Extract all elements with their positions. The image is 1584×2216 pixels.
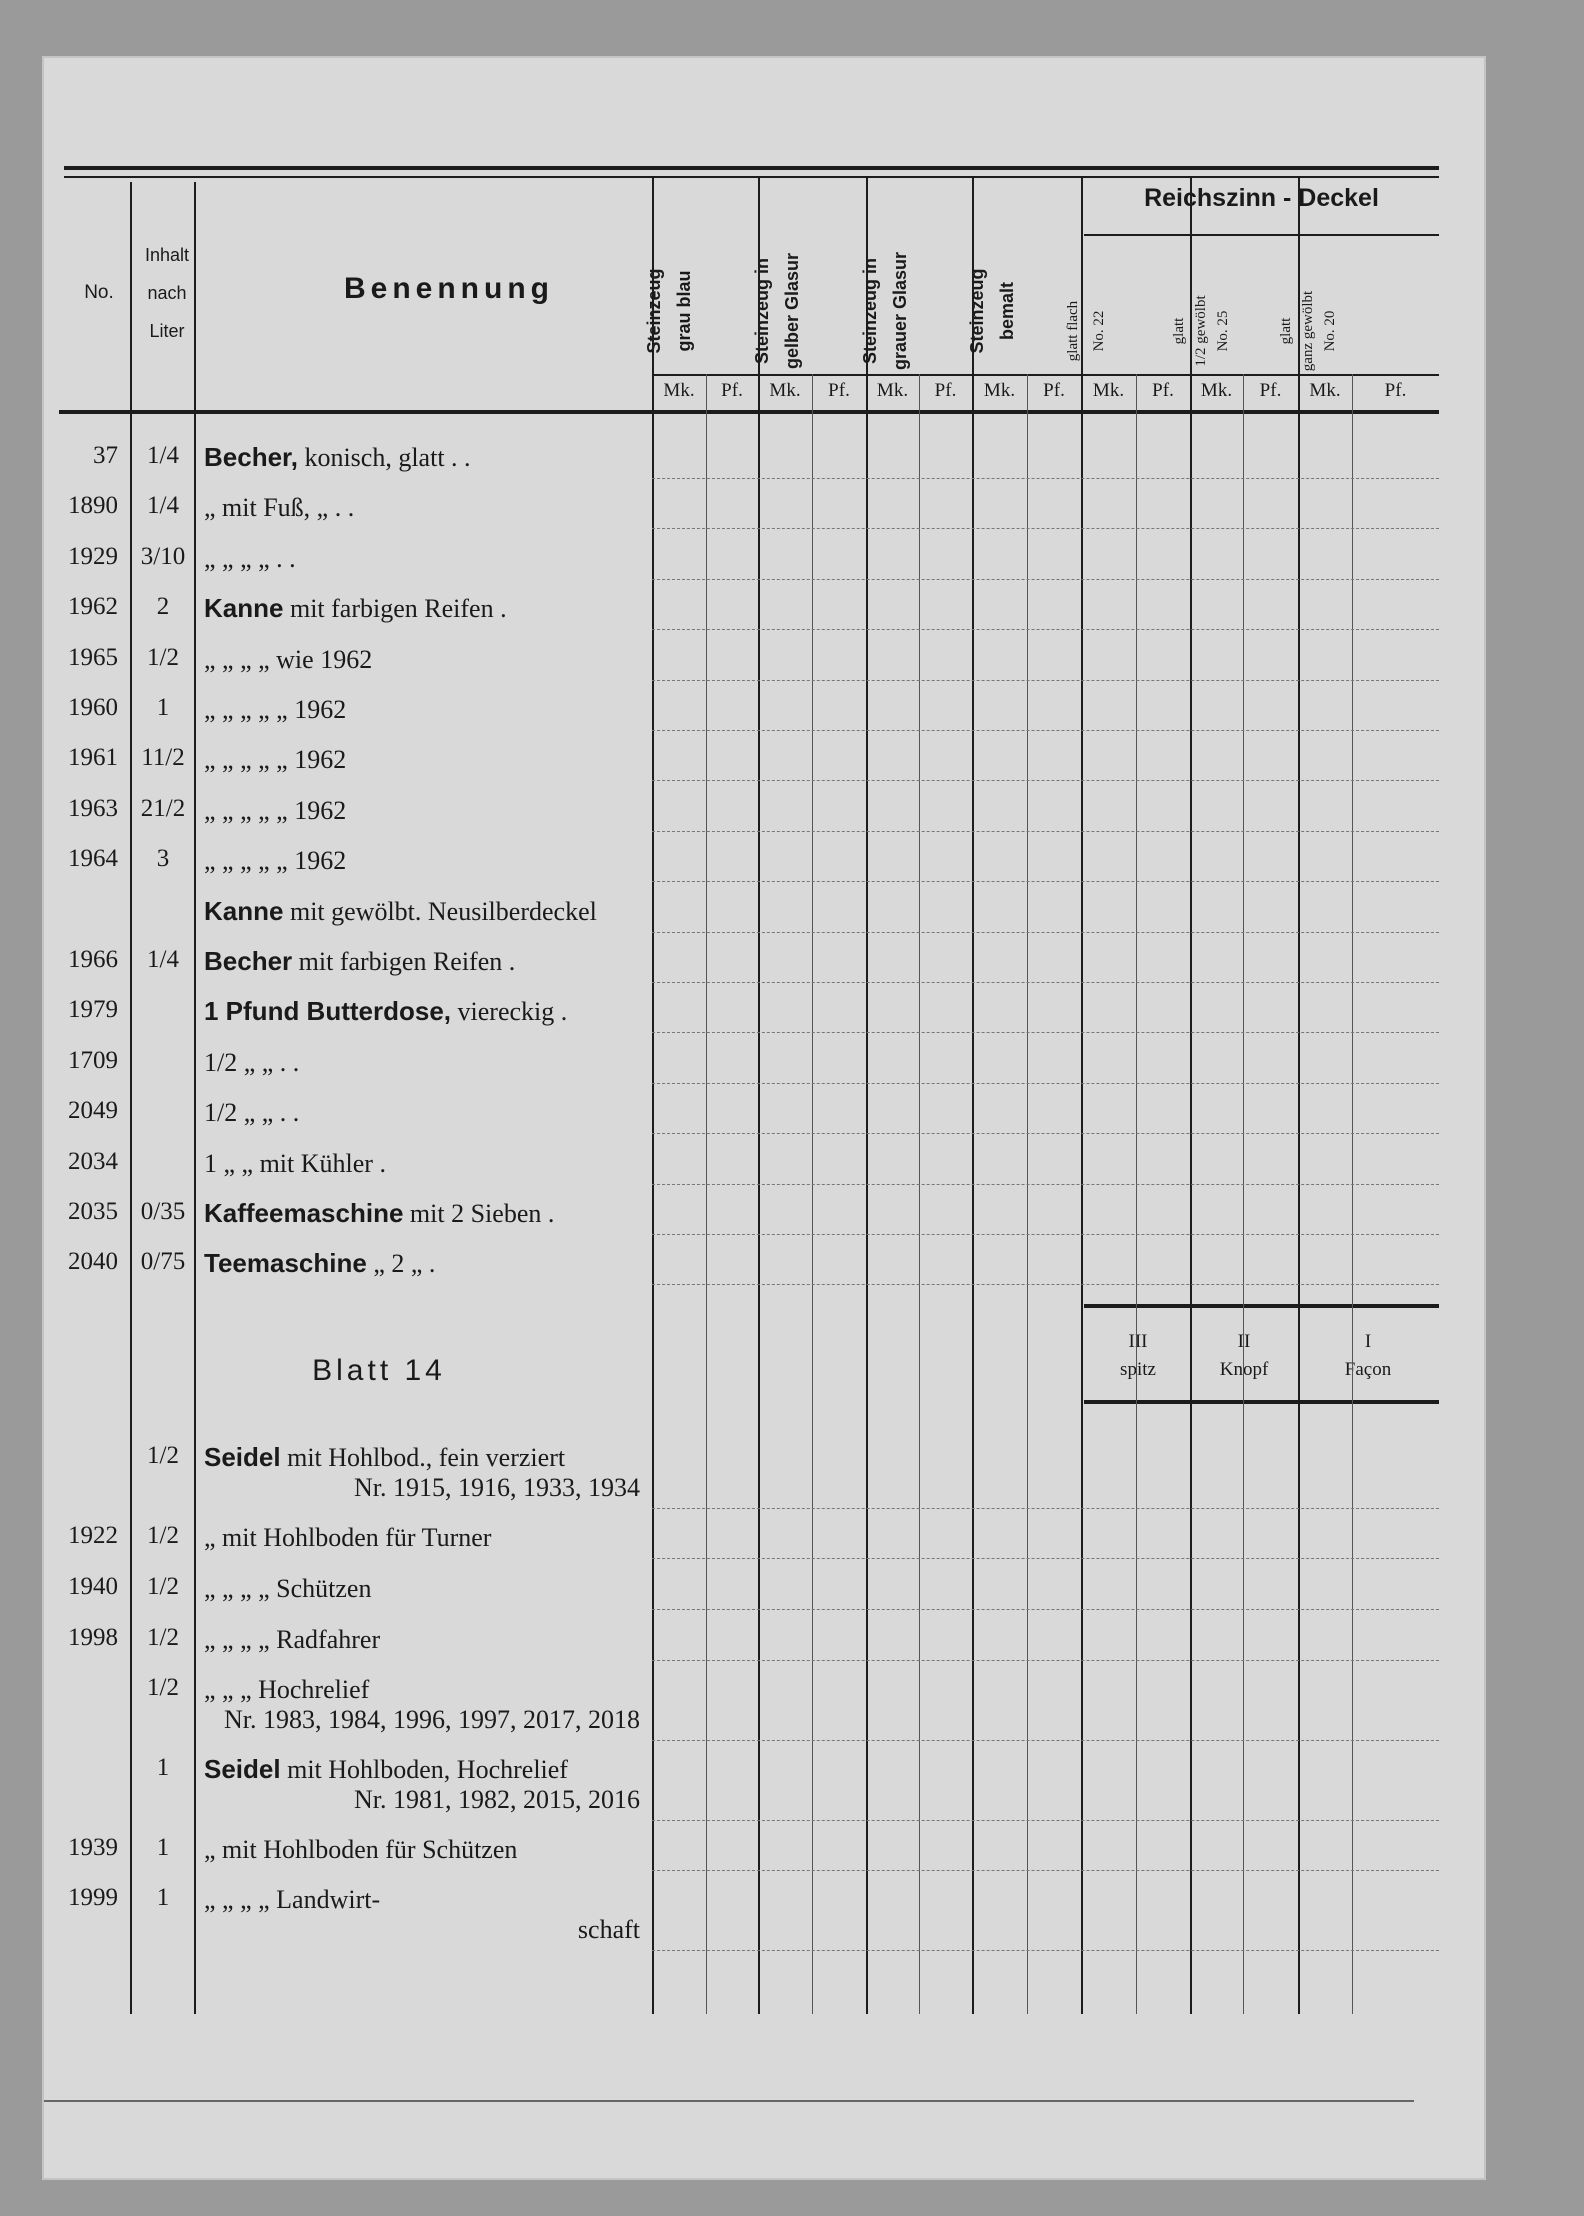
pf-label: Pf.: [1384, 380, 1407, 401]
reichszinn-rule: [1084, 234, 1439, 236]
item-inhalt: 1/2: [147, 643, 179, 671]
item-number: 2049: [68, 1097, 118, 1125]
mk-label: Mk.: [983, 380, 1016, 401]
col-steinzeug-grau-blau: Steinzeug grau blau: [644, 268, 694, 354]
row-dotted-rule: [652, 579, 1439, 580]
divider-column: [1190, 176, 1192, 2014]
item-description: 1/2 „ „ . .: [204, 1047, 300, 1077]
pf-label: Pf.: [828, 380, 850, 401]
row-dotted-rule: [652, 1820, 1439, 1821]
item-inhalt: 1/2: [147, 1624, 179, 1651]
item-name-bold: Seidel: [204, 1754, 281, 1784]
item-benennung: [204, 694, 644, 725]
row-dotted-rule: [652, 1284, 1439, 1285]
facon-top-rule: [1084, 1304, 1439, 1308]
item-benennung: [204, 1442, 640, 1503]
item-benennung: [204, 1522, 640, 1553]
row-dotted-rule: [652, 780, 1439, 781]
mk-label: Mk.: [1200, 380, 1233, 401]
row-dotted-rule: [652, 932, 1439, 933]
item-benennung: [204, 845, 644, 876]
item-inhalt: 3/10: [140, 542, 186, 570]
col-deckel-ganz-gewoelbt: glatt ganz gewölbt No. 20: [1278, 290, 1338, 372]
mk-pf-top-rule: [652, 374, 1439, 376]
item-number: 1939: [68, 1834, 118, 1861]
mk-label: Mk.: [769, 380, 801, 401]
col-deckel-glatt-flach: glatt flach No. 22: [1065, 300, 1107, 362]
row-dotted-rule: [652, 1609, 1439, 1610]
item-inhalt: 1/2: [147, 1522, 179, 1549]
item-benennung: [204, 1834, 640, 1865]
row-dotted-rule: [652, 1740, 1439, 1741]
item-description: „ „ „ „ „ 1962: [204, 695, 347, 724]
item-number: 1966: [68, 946, 118, 973]
item-inhalt: 1: [156, 694, 170, 721]
row-dotted-rule: [652, 1083, 1439, 1084]
item-inhalt: 21/2: [140, 794, 186, 822]
header-no: No.: [84, 282, 114, 303]
item-description: „ „ „ „ „ 1962: [204, 745, 347, 775]
item-inhalt: 1/4: [147, 492, 179, 520]
header-benennung: Benennung: [344, 272, 554, 305]
col-steinzeug-gelber-glasur: Steinzeug in gelber Glasur: [752, 252, 802, 370]
item-inhalt: 1/2: [147, 1442, 179, 1469]
row-dotted-rule: [652, 1870, 1439, 1871]
item-number: 1890: [68, 492, 118, 520]
item-name-bold: Becher,: [204, 442, 298, 472]
item-number: 1998: [68, 1624, 118, 1651]
item-benennung: [204, 593, 644, 624]
row-dotted-rule: [652, 831, 1439, 832]
mk-label: Mk.: [1092, 380, 1125, 401]
item-description-line2: Nr. 1915, 1916, 1933, 1934: [354, 1473, 640, 1502]
divider-column: [866, 176, 868, 2014]
pf-label: Pf.: [1043, 380, 1065, 401]
row-dotted-rule: [652, 1133, 1439, 1134]
row-dotted-rule: [652, 680, 1439, 681]
item-benennung: [204, 1754, 640, 1815]
item-inhalt: 11/2: [141, 744, 185, 772]
item-inhalt: 1: [156, 1884, 170, 1911]
item-benennung: [204, 492, 644, 523]
item-number: 2034: [68, 1147, 118, 1175]
item-number: 1979: [68, 996, 118, 1024]
facon-bottom-rule: [1084, 1400, 1439, 1404]
item-description: „ „ „ „ Schützen: [204, 1574, 372, 1603]
item-description: „ mit Hohlboden für Schützen: [204, 1835, 518, 1864]
item-number: 1965: [68, 643, 118, 671]
item-inhalt: 3: [156, 845, 170, 873]
item-number: 1961: [68, 744, 118, 772]
item-number: 1960: [68, 694, 118, 721]
row-dotted-rule: [652, 982, 1439, 983]
item-inhalt: 1: [156, 1834, 170, 1861]
divider-inhalt: [194, 182, 196, 2014]
col-deckel-halb-gewoelbt: glatt 1/2 gewölbt No. 25: [1171, 295, 1231, 367]
item-inhalt: 1/4: [147, 946, 179, 973]
item-name-bold: Kanne: [204, 895, 284, 926]
row-dotted-rule: [652, 1508, 1439, 1509]
item-description: 1/2 „ „ . .: [204, 1098, 300, 1128]
item-inhalt: 1: [156, 1754, 170, 1781]
item-description: mit farbigen Reifen .: [283, 594, 507, 624]
item-inhalt: 2: [156, 593, 170, 621]
item-number: 1922: [68, 1522, 118, 1549]
item-benennung: [204, 644, 644, 675]
divider-column: [1298, 176, 1300, 2014]
catalog-page: [44, 58, 1484, 2178]
item-inhalt: 0/75: [140, 1248, 186, 1276]
pf-label: Pf.: [721, 380, 743, 401]
item-benennung: [204, 996, 644, 1027]
item-description: mit 2 Sieben .: [403, 1199, 555, 1228]
blatt-heading: Blatt 14: [312, 1354, 446, 1387]
item-benennung: [204, 1884, 640, 1945]
col-steinzeug-bemalt: Steinzeug bemalt: [967, 268, 1017, 354]
item-inhalt: 1/2: [147, 1573, 179, 1600]
divider-mk-pf: [812, 374, 813, 2014]
mk-label: Mk.: [876, 380, 909, 401]
divider-mk-pf: [919, 374, 920, 2014]
row-dotted-rule: [652, 1660, 1439, 1661]
item-description: „ „ „ Hochrelief: [204, 1675, 370, 1704]
item-name-bold: Kanne: [204, 593, 284, 624]
item-number: 1709: [68, 1046, 118, 1074]
pf-label: Pf.: [1259, 380, 1282, 401]
item-name-bold: Seidel: [204, 1442, 281, 1472]
row-dotted-rule: [652, 881, 1439, 882]
item-benennung: [204, 795, 644, 826]
item-description: „ „ „ „ Radfahrer: [204, 1625, 381, 1654]
row-dotted-rule: [652, 1950, 1439, 1951]
item-name-bold: Becher: [204, 946, 293, 976]
item-description: mit gewölbt. Neusilberdeckel: [283, 896, 597, 926]
divider-mk-pf: [1352, 374, 1353, 2014]
divider-column: [972, 176, 974, 2014]
item-description: „ „ „ „ wie 1962: [204, 644, 373, 674]
row-dotted-rule: [652, 1558, 1439, 1559]
divider-column: [1081, 176, 1083, 2014]
item-description: konisch, glatt . .: [297, 443, 471, 472]
row-dotted-rule: [652, 1234, 1439, 1235]
top-rule-2: [64, 176, 1439, 178]
item-inhalt: 1/2: [147, 1674, 179, 1701]
item-benennung: [204, 1198, 644, 1229]
row-dotted-rule: [652, 528, 1439, 529]
item-description: „ „ „ „ . .: [204, 543, 296, 573]
item-description-line2: Nr. 1981, 1982, 2015, 2016: [354, 1785, 640, 1814]
item-name-bold: 1 Pfund Butterdose,: [204, 996, 452, 1027]
item-benennung: [204, 1573, 640, 1604]
pf-label: Pf.: [1152, 380, 1174, 401]
divider-mk-pf: [1136, 374, 1137, 2014]
item-description: „ „ „ „ „ 1962: [204, 846, 347, 876]
item-number: 2040: [68, 1248, 118, 1276]
item-number: 2035: [68, 1198, 118, 1225]
col-steinzeug-grauer-glasur: Steinzeug in grauer Glasur: [860, 251, 910, 371]
item-description: „ 2 „ .: [366, 1249, 436, 1279]
item-benennung: [204, 1148, 644, 1179]
item-description: mit Hohlboden, Hochrelief: [280, 1755, 568, 1784]
header-bottom-rule: [59, 410, 1439, 414]
row-dotted-rule: [652, 629, 1439, 630]
item-description: mit farbigen Reifen .: [292, 947, 516, 976]
divider-column: [758, 176, 760, 2014]
item-number: 1962: [68, 593, 118, 621]
mk-label: Mk.: [1309, 380, 1341, 401]
item-description: „ „ „ „ „ 1962: [204, 795, 347, 825]
header-inhalt: Inhalt nach Liter: [144, 245, 190, 341]
header-reichszinn-deckel: Reichszinn - Deckel: [1144, 184, 1379, 212]
item-benennung: [204, 1047, 644, 1078]
divider-mk-pf: [1243, 374, 1244, 2014]
item-benennung: [204, 1097, 644, 1128]
row-dotted-rule: [652, 478, 1439, 479]
item-name-bold: Kaffeemaschine: [204, 1198, 404, 1228]
item-description-line2: Nr. 1983, 1984, 1996, 1997, 2017, 2018: [224, 1705, 640, 1734]
page-bottom-rule: [44, 2100, 1414, 2102]
item-description: mit Hohlbod., fein verziert: [280, 1443, 566, 1472]
item-benennung: [204, 896, 644, 927]
mk-label: Mk.: [663, 380, 695, 401]
item-description: viereckig .: [451, 997, 568, 1027]
divider-mk-pf: [1027, 374, 1028, 2014]
item-description: 1 „ „ mit Kühler .: [204, 1148, 386, 1178]
top-rule: [64, 166, 1439, 170]
item-description-line2: schaft: [577, 1915, 640, 1944]
item-number: 1963: [68, 794, 118, 822]
divider-benennung: [652, 176, 654, 2014]
item-description: „ mit Hohlboden für Turner: [204, 1523, 492, 1552]
item-benennung: [204, 1248, 644, 1279]
item-benennung: [204, 543, 644, 574]
item-benennung: [204, 1624, 640, 1655]
row-dotted-rule: [652, 1032, 1439, 1033]
item-benennung: [204, 442, 644, 473]
divider-mk-pf: [706, 374, 707, 2014]
row-dotted-rule: [652, 730, 1439, 731]
row-dotted-rule: [652, 1184, 1439, 1185]
divider-no: [130, 182, 132, 2014]
facon-facon: I Façon: [1344, 1331, 1392, 1380]
item-benennung: [204, 744, 644, 775]
item-description: „ „ „ „ Landwirt-: [204, 1885, 381, 1914]
item-description: „ mit Fuß, „ . .: [204, 493, 355, 523]
item-number: 37: [93, 442, 118, 469]
item-inhalt: 1/4: [147, 442, 179, 469]
item-inhalt: 0/35: [140, 1198, 186, 1225]
item-number: 1964: [68, 845, 118, 873]
item-name-bold: Teemaschine: [204, 1248, 367, 1279]
item-benennung: [204, 946, 644, 977]
facon-knopf: II Knopf: [1219, 1331, 1269, 1380]
pf-label: Pf.: [934, 380, 957, 401]
item-number: 1929: [68, 542, 118, 570]
facon-spitz: III spitz: [1120, 1331, 1156, 1380]
item-benennung: [204, 1674, 640, 1735]
item-number: 1940: [68, 1573, 118, 1600]
item-number: 1999: [68, 1884, 118, 1911]
